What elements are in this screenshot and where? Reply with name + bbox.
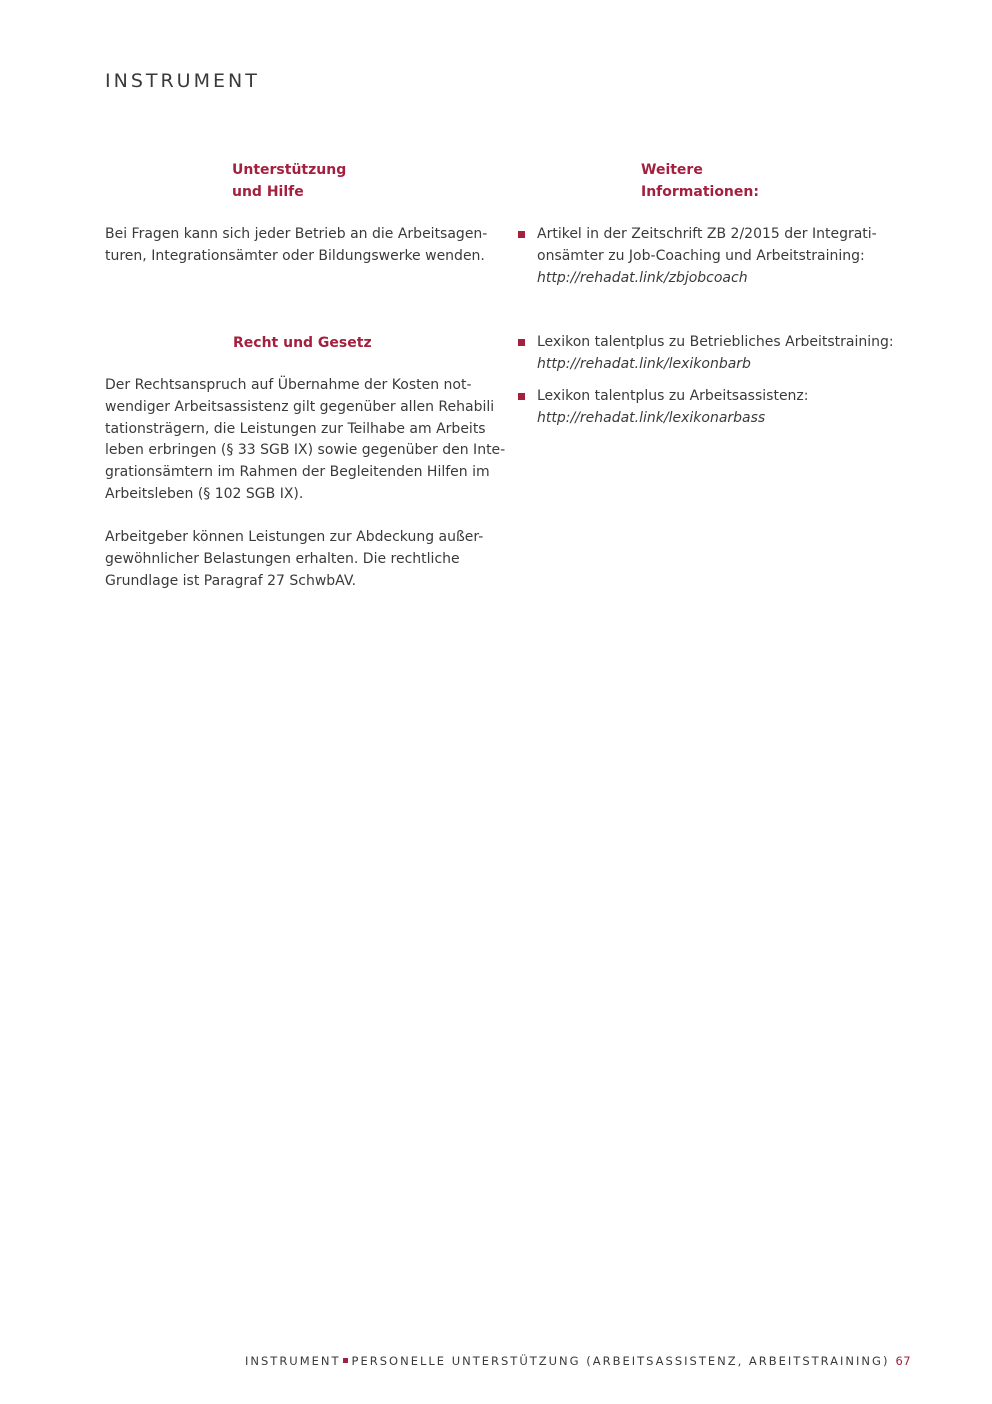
footer-section: INSTRUMENT [245, 1354, 341, 1368]
info-item-text [537, 332, 898, 376]
more-info-heading-line-1: Weitere [641, 162, 703, 178]
info-item-text [537, 224, 898, 289]
link-lexikonbarb[interactable]: http://rehadat.link/lexikonbarb [537, 355, 751, 372]
footer-chapter-title: PERSONELLE UNTERSTÜTZUNG (ARBEITSASSISTENZ, ARBEITSTRAINING) [351, 1354, 890, 1368]
law-paragraph-1 [105, 375, 505, 506]
text-line: Arbeitsleben (§ 102 SGB IX). [105, 485, 304, 502]
support-paragraph [105, 224, 487, 268]
page-footer [245, 1354, 911, 1368]
more-info-heading [641, 159, 759, 203]
text-line: Grundlage ist Paragraf 27 SchwbAV. [105, 572, 357, 589]
footer-square-icon [343, 1358, 348, 1363]
text-line: gewöhnlicher Belastungen erhalten. Die rechtliche [105, 550, 460, 567]
page-header-title: INSTRUMENT [105, 70, 260, 92]
text-line: turen, Integrationsämter oder Bildungswerke wenden. [105, 247, 485, 264]
text-line: leben erbringen (§ 33 SGB IX) sowie gegenüber den Inte- [105, 442, 506, 459]
text-line: Der Rechtsanspruch auf Übernahme der Kosten not- [105, 377, 472, 393]
page-number: 67 [895, 1354, 912, 1368]
text-line: onsämter zu Job-Coaching und Arbeitstraining: [537, 247, 865, 264]
bullet-square-icon [518, 393, 525, 400]
text-line: grationsämtern im Rahmen der Begleitenden Hilfen im [105, 464, 490, 481]
law-heading: Recht und Gesetz [233, 335, 372, 351]
support-heading [232, 159, 346, 203]
support-heading-line-1: Unterstützung [232, 162, 347, 178]
text-line: Arbeitgeber können Leistungen zur Abdeckung außer- [105, 529, 484, 545]
more-info-heading-line-2: Informationen: [641, 184, 759, 200]
info-list-item [518, 332, 898, 376]
info-list-item [518, 224, 898, 289]
bullet-square-icon [518, 339, 525, 346]
bullet-square-icon [518, 231, 525, 238]
text-line: wendiger Arbeitsassistenz gilt gegenüber allen Rehabili [105, 398, 495, 415]
text-line: Artikel in der Zeitschrift ZB 2/2015 der Integrati- [537, 226, 877, 242]
link-lexikonarbass[interactable]: http://rehadat.link/lexikonarbass [537, 409, 766, 426]
text-line: Lexikon talentplus zu Betriebliches Arbeitstraining: [537, 334, 894, 350]
support-heading-line-2: und Hilfe [232, 184, 304, 200]
law-paragraph-2 [105, 527, 483, 592]
text-line: Lexikon talentplus zu Arbeitsassistenz: [537, 388, 809, 404]
info-item-text [537, 386, 898, 430]
link-zbjobcoach[interactable]: http://rehadat.link/zbjobcoach [537, 269, 748, 286]
text-line: tationsträgern, die Leistungen zur Teilhabe am Arbeits [105, 420, 486, 437]
text-line: Bei Fragen kann sich jeder Betrieb an die Arbeitsagen- [105, 226, 488, 242]
info-list-item [518, 386, 898, 430]
